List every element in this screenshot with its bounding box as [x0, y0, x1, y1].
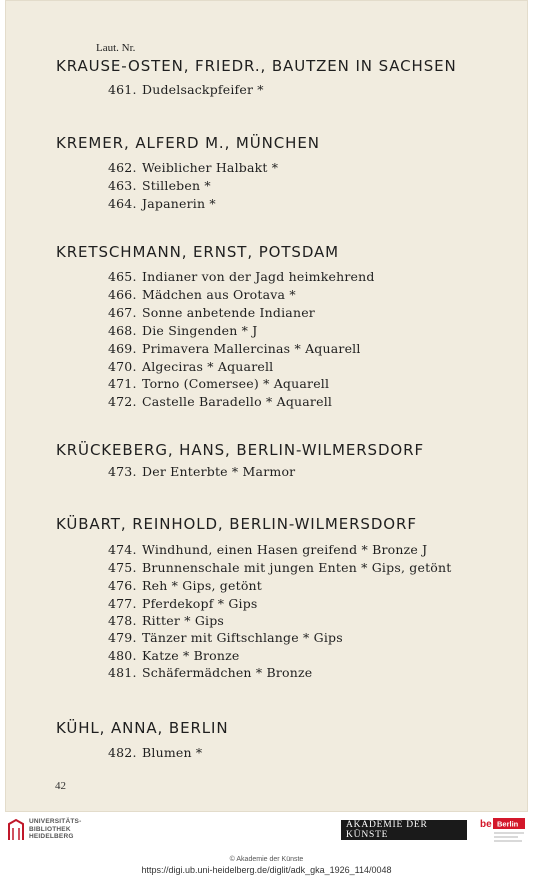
catalog-entry: [108, 578, 262, 593]
entry-number: 467.: [108, 305, 137, 320]
entry-title: Reh * Gips, getönt: [142, 578, 263, 593]
entry-title: Weiblicher Halbakt *: [142, 160, 279, 175]
entry-number: 478.: [108, 613, 137, 628]
entry-title: Indianer von der Jagd heimkehrend: [142, 269, 375, 284]
entry-number: 463.: [108, 178, 137, 193]
entry-title: Dudelsackpfeifer *: [142, 82, 264, 97]
entry-number: 461.: [108, 82, 137, 97]
entry-number: 482.: [108, 745, 137, 760]
catalog-entry: [108, 542, 427, 557]
entry-number: 473.: [108, 464, 137, 479]
entry-number: 481.: [108, 665, 137, 680]
catalog-entry: [108, 160, 278, 175]
entry-number: 468.: [108, 323, 137, 338]
catalog-entry: [108, 323, 258, 338]
page-number: 42: [55, 780, 66, 792]
catalog-entry: [108, 82, 264, 97]
artist-heading: KRÜCKEBERG, HANS, BERLIN-WILMERSDORF: [56, 441, 424, 459]
entry-number: 462.: [108, 160, 137, 175]
academy-logo[interactable]: [340, 820, 468, 840]
entry-title: Stilleben *: [142, 178, 211, 193]
university-library-logo-icon: [6, 818, 26, 842]
catalog-entry: [108, 560, 452, 575]
entry-title: Der Enterbte * Marmor: [142, 464, 296, 479]
artist-heading: KÜHL, ANNA, BERLIN: [56, 719, 229, 737]
entry-number: 464.: [108, 196, 137, 211]
entry-title: Mädchen aus Orotava *: [142, 287, 296, 302]
entry-number: 480.: [108, 648, 137, 663]
entry-title: Katze * Bronze: [142, 648, 240, 663]
entry-number: 477.: [108, 596, 137, 611]
entry-number: 476.: [108, 578, 137, 593]
laut-nr-header: Laut. Nr.: [96, 42, 136, 54]
catalog-entry: [108, 394, 332, 409]
entry-title: Algeciras * Aquarell: [142, 359, 274, 374]
catalog-entry: [108, 196, 216, 211]
catalog-entry: [108, 341, 361, 356]
academy-label: AKADEMIE DER KÜNSTE: [340, 818, 468, 842]
catalog-entry: [108, 745, 202, 760]
artist-heading: KRETSCHMANN, ERNST, POTSDAM: [56, 243, 340, 261]
catalog-entry: [108, 269, 375, 284]
artist-heading: KREMER, ALFERD M., MÜNCHEN: [56, 134, 320, 152]
catalog-entry: [108, 630, 343, 645]
entry-title: Torno (Comersee) * Aquarell: [142, 376, 330, 391]
entry-title: Sonne anbetende Indianer: [142, 305, 315, 320]
catalog-entry: [108, 287, 296, 302]
entry-number: 479.: [108, 630, 137, 645]
entry-title: Japanerin *: [142, 196, 216, 211]
entry-number: 472.: [108, 394, 137, 409]
svg-text:be: be: [480, 819, 492, 830]
catalog-entry: [108, 359, 273, 374]
entry-title: Die Singenden * J: [142, 323, 258, 338]
entry-number: 470.: [108, 359, 137, 374]
catalog-entry: [108, 464, 295, 479]
catalog-entry: [108, 648, 240, 663]
entry-number: 465.: [108, 269, 137, 284]
catalog-entry: [108, 613, 224, 628]
catalog-entry: [108, 596, 258, 611]
source-url[interactable]: https://digi.ub.uni-heidelberg.de/diglit/adk_gka_1926_114/0048: [141, 865, 392, 875]
entry-title: Ritter * Gips: [142, 613, 225, 628]
entry-title: Primavera Mallercinas * Aquarell: [142, 341, 361, 356]
artist-heading: KÜBART, REINHOLD, BERLIN-WILMERSDORF: [56, 515, 417, 533]
entry-title: Schäfermädchen * Bronze: [142, 665, 313, 680]
entry-number: 475.: [108, 560, 137, 575]
entry-number: 469.: [108, 341, 137, 356]
entry-number: 471.: [108, 376, 137, 391]
copyright-notice: © Akademie der Künste: [229, 856, 304, 863]
catalog-entry: [108, 376, 329, 391]
berlin-logo-icon[interactable]: [480, 816, 526, 846]
entry-number: 474.: [108, 542, 137, 557]
entry-title: Pferdekopf * Gips: [142, 596, 258, 611]
entry-title: Blumen *: [142, 745, 203, 760]
svg-text:Berlin: Berlin: [497, 819, 519, 829]
entry-title: Tänzer mit Giftschlange * Gips: [142, 630, 343, 645]
entry-title: Castelle Baradello * Aquarell: [142, 394, 333, 409]
university-library-logo-text[interactable]: UNIVERSITÄTS- BIBLIOTHEK HEIDELBERG: [29, 818, 82, 840]
artist-heading: KRAUSE-OSTEN, FRIEDR., BAUTZEN IN SACHSEN: [56, 57, 457, 75]
entry-title: Brunnenschale mit jungen Enten * Gips, getönt: [142, 560, 452, 575]
entry-title: Windhund, einen Hasen greifend * Bronze J: [142, 542, 428, 557]
catalog-entry: [108, 665, 312, 680]
entry-number: 466.: [108, 287, 137, 302]
catalog-entry: [108, 178, 211, 193]
catalog-entry: [108, 305, 315, 320]
